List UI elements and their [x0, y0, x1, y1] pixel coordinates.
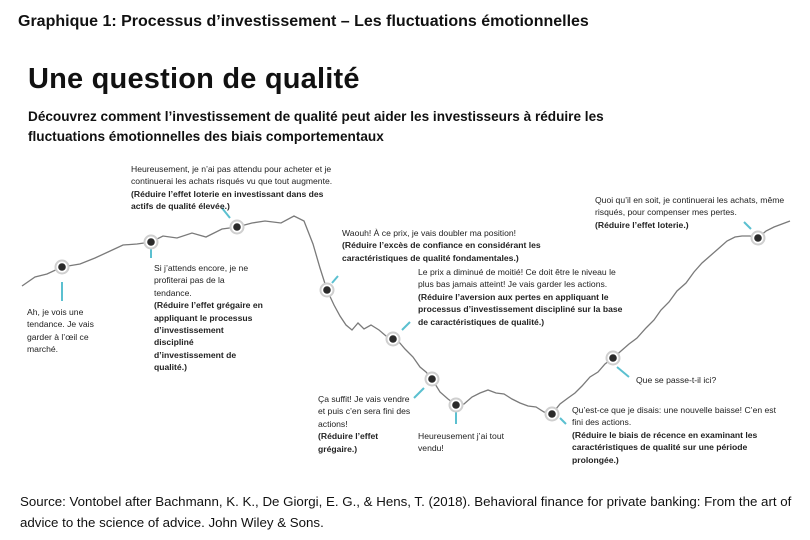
- path-marker-2: [145, 236, 158, 249]
- infographic-title: Une question de qualité: [28, 63, 360, 95]
- path-marker-5: [387, 333, 400, 346]
- annotation-3-hint: (Réduire l’effet loterie en investissant dans des actifs de qualité élevée.): [131, 188, 324, 212]
- annotation-7-quote: Heureusement j’ai tout vendu!: [418, 431, 504, 454]
- connector-9: [617, 367, 629, 377]
- annotation-1-quote: Ah, je vois une tendance. Je vais garder à l’œil ce marché.: [27, 307, 94, 355]
- source-citation: Source: Vontobel after Bachmann, K. K., De Giorgi, E. G., & Hens, T. (2018). Behavioral finance for private banking: From the art of advice to the science of advice. John Wiley & Sons.: [20, 494, 792, 530]
- path-marker-10: [752, 232, 765, 245]
- annotation-5-quote: Le prix a diminué de moitié! Ce doit être le niveau le plus bas jamais atteint! Je vais garder les actions.: [418, 267, 616, 290]
- annotation-5-hint: (Réduire l’aversion aux pertes en appliquant le processus d’investissement discipliné sur la base de caractéristiques de qualité.): [418, 291, 623, 327]
- annotation-6: [318, 393, 416, 455]
- annotation-4: [342, 227, 542, 264]
- annotation-6-hint: (Réduire l’effet grégaire.): [318, 431, 379, 454]
- connector-4: [332, 276, 338, 283]
- annotation-5: [418, 266, 626, 328]
- infographic-subtitle: Découvrez comment l’investissement de qualité peut aider les investisseurs à réduire les fluctuations émotionnelles des biais comportementaux: [28, 109, 604, 144]
- annotation-8: [572, 404, 778, 466]
- connector-8: [560, 418, 566, 424]
- annotation-10-quote: Quoi qu’il en soit, je continuerai les achats, même risqués, pour compenser mes pertes.: [595, 195, 785, 218]
- annotation-4-quote: Waouh! À ce prix, je vais doubler ma position!: [342, 228, 517, 238]
- path-marker-3: [231, 221, 244, 234]
- annotation-6-quote: Ça suffit! Je vais vendre et puis c’en sera fini des actions!: [318, 394, 411, 429]
- annotation-10-hint: (Réduire l’effet loterie.): [595, 219, 689, 230]
- annotation-3-quote: Heureusement, je n’ai pas attendu pour acheter et je continuerai les achats risqués vu que tout augmente.: [131, 164, 333, 187]
- annotation-8-hint: (Réduire le biais de récence en examinant les caractéristiques de qualité sur une période prolongée.): [572, 429, 758, 465]
- annotation-7: [418, 430, 514, 455]
- path-marker-9: [607, 352, 620, 365]
- annotation-2: [154, 262, 264, 374]
- connector-5: [402, 322, 410, 330]
- figure-title: Graphique 1: Processus d’investissement – Les fluctuations émotionnelles: [18, 13, 589, 30]
- path-marker-7: [450, 399, 463, 412]
- path-marker-1: [56, 261, 69, 274]
- annotation-10: [595, 194, 791, 231]
- annotation-3: [131, 163, 347, 213]
- annotation-2-quote: Si j’attends encore, je ne profiterai pas de la tendance.: [154, 263, 249, 298]
- annotation-1: [27, 306, 105, 356]
- annotation-4-hint: (Réduire l’excès de confiance en considérant les caractéristiques de qualité fondamentales.): [342, 240, 541, 263]
- annotation-9: [636, 374, 746, 386]
- path-marker-8: [546, 408, 559, 421]
- path-marker-6: [426, 373, 439, 386]
- annotation-9-quote: Que se passe-t-il ici?: [636, 375, 717, 385]
- path-marker-4: [321, 284, 334, 297]
- annotation-2-hint: (Réduire l’effet grégaire en appliquant le processus d’investissement discipliné d’investissement de qualité.): [154, 300, 263, 373]
- annotation-8-quote: Qu’est-ce que je disais: une nouvelle baisse! C’en est fini des actions.: [572, 405, 776, 428]
